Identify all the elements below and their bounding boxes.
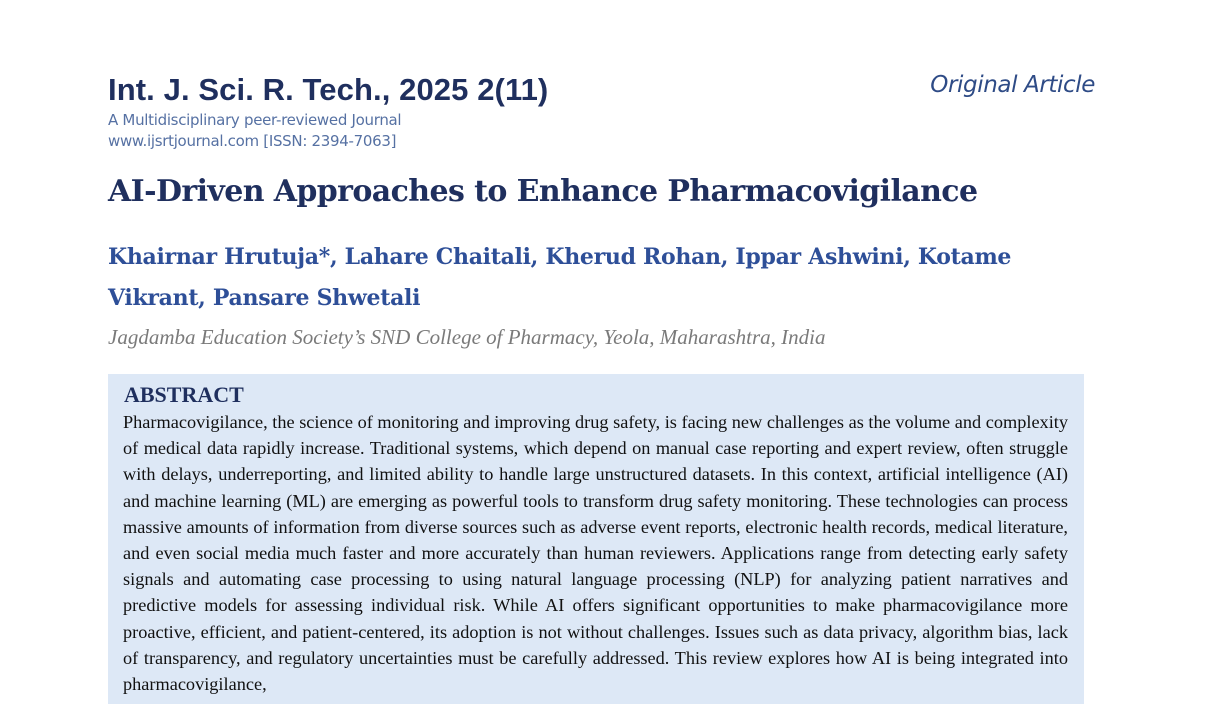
abstract-text: Pharmacovigilance, the science of monitoring and improving drug safety, is facing new challenges as the volume and complexity of medical data rapidly increase. Traditional systems, which depend on manual case reporting and expert review, often struggle with delays, underreporting, and limited ability to handle large unstructured datasets. In this context, artificial intelligence (AI) and machine learning (ML) are emerging as powerful tools to transform drug safety monitoring. These technologies can process massive amounts of information from diverse sources such as adverse event reports, electronic health records, medical literature, and even social media much faster and more accurately than human reviewers. Applications range from detecting early safety signals and automating case processing to using natural language processing (NLP) for analyzing patient narratives and predictive models for assessing individual risk. While AI offers significant opportunities to make pharmacovigilance more proactive, efficient, and patient-centered, its adoption is not without challenges. Issues such as data privacy, algorithm bias, lack of transparency, and regulatory uncertainties must be carefully addressed. This review explores how AI is being integrated into pharmacovigilance, bbox=[123, 412, 1068, 695]
article-type-label: Original Article bbox=[930, 72, 1095, 98]
author-list: Khairnar Hrutuja*, Lahare Chaitali, Kherud Rohan, Ippar Ashwini, Kotame Vikrant, Pansare Shwetali bbox=[108, 244, 1012, 311]
journal-website-issn: www.ijsrtjournal.com [ISSN: 2394-7063] bbox=[108, 132, 397, 150]
abstract-box bbox=[108, 374, 1084, 704]
paper-title: AI-Driven Approaches to Enhance Pharmacovigilance bbox=[108, 174, 978, 209]
journal-subtitle: A Multidisciplinary peer-reviewed Journal bbox=[108, 111, 402, 129]
affiliation: Jagdamba Education Society’s SND College of Pharmacy, Yeola, Maharashtra, India bbox=[108, 325, 826, 349]
journal-title: Int. J. Sci. R. Tech., 2025 2(11) bbox=[108, 72, 549, 107]
abstract-heading: ABSTRACT bbox=[124, 382, 244, 407]
